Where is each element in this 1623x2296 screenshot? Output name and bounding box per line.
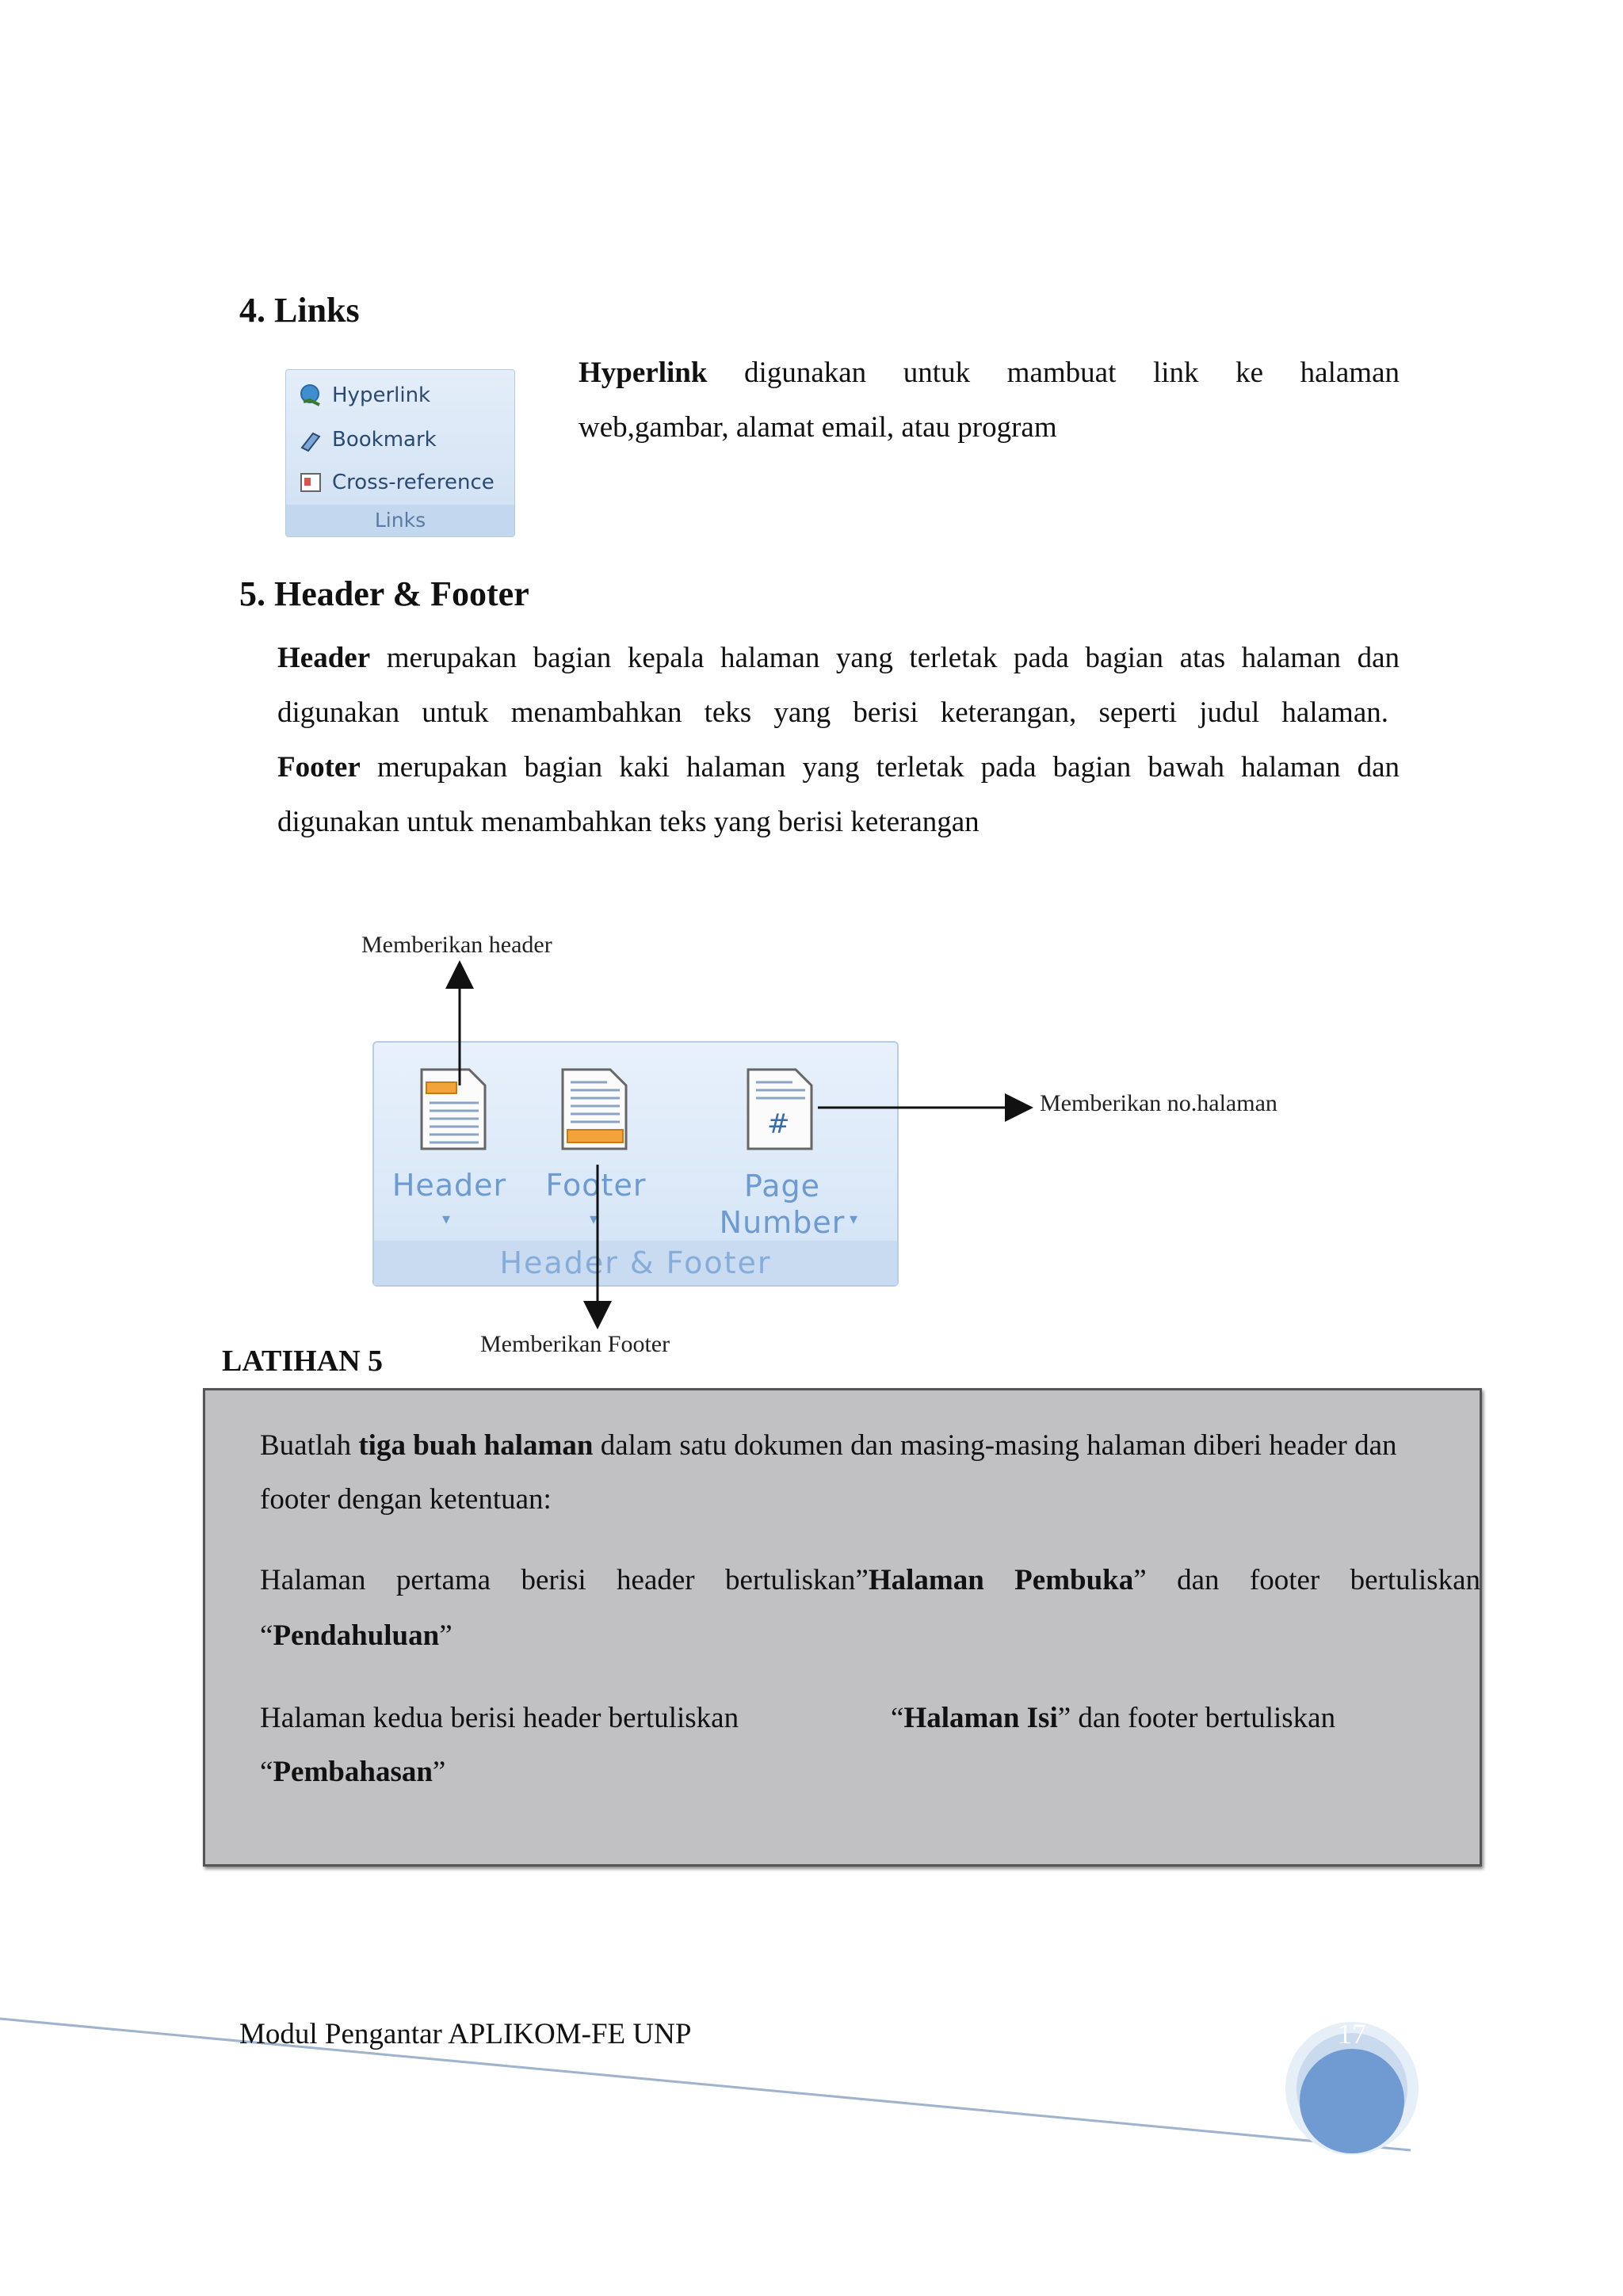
ribbon-bookmark-label: Bookmark (332, 428, 437, 452)
latihan-p3-rest (891, 1691, 1433, 1745)
hyperlink-term: Hyperlink (579, 357, 708, 389)
footer-term: Footer (277, 751, 361, 784)
latihan-p3-e: “ (260, 1756, 273, 1788)
latihan-p1-c: dalam satu dokumen dan masing-masing halaman diberi header dan (600, 1429, 1397, 1462)
annotation-header: Memberikan header (361, 932, 552, 958)
hyperlink-desc-rest: digunakan untuk mambuat link ke halaman (744, 357, 1400, 389)
latihan-p1-a: Buatlah (260, 1429, 352, 1462)
annotation-footer: Memberikan Footer (480, 1331, 670, 1357)
latihan-p2-c: ” dan footer bertuliskan (1133, 1564, 1481, 1596)
header-footer-group-caption: Header & Footer (374, 1241, 897, 1285)
latihan-p1-line1 (260, 1418, 1480, 1473)
footer-module-title: Modul Pengantar APLIKOM-FE UNP (239, 2018, 692, 2050)
ribbon-hyperlink-label: Hyperlink (332, 383, 431, 407)
page-number: 17 (1338, 2018, 1366, 2050)
latihan-p3-quote (891, 1691, 1335, 1745)
footer-dropdown-icon: ▾ (590, 1209, 598, 1228)
latihan-p1-line2: footer dengan ketentuan: (260, 1483, 552, 1516)
footer-desc-rest: merupakan bagian kaki halaman yang terletak pada bagian bawah halaman dan (376, 751, 1400, 784)
latihan-p2-f: ” (439, 1619, 453, 1652)
svg-text:#: # (767, 1108, 790, 1140)
latihan-p2-bold: Halaman Pembuka (868, 1564, 1134, 1596)
header-dropdown-icon: ▾ (442, 1209, 451, 1228)
footer-decoration (0, 1981, 1623, 2171)
header-description-line2: digunakan untuk menambahkan teks yang berisi keterangan, seperti judul halaman. (277, 696, 1388, 729)
annotation-page-number: Memberikan no.halaman (1040, 1090, 1277, 1116)
latihan-p2-bold2: Pendahuluan (273, 1619, 440, 1652)
latihan-p1-bold: tiga buah halaman (358, 1429, 594, 1462)
latihan-p3-d: ” dan footer bertuliskan (1057, 1702, 1336, 1734)
hyperlink-description-line2: web,gambar, alamat email, atau program (579, 411, 1057, 444)
latihan-p3-g: ” (432, 1756, 446, 1788)
latihan-p2-line2 (260, 1608, 453, 1663)
latihan-p3-bold2: Pembahasan (273, 1756, 433, 1788)
latihan-title: LATIHAN 5 (222, 1344, 384, 1378)
ribbon-cross-reference-label: Cross-reference (332, 471, 495, 494)
latihan-p2-d: “ (260, 1619, 273, 1652)
footer-description-line2: digunakan untuk menambahkan teks yang berisi keterangan (277, 806, 980, 838)
latihan-p3-bold: Halaman Isi (903, 1702, 1058, 1734)
header-term: Header (277, 642, 371, 674)
page-number-label-line2: Number (719, 1205, 846, 1240)
latihan-p3-line2 (260, 1745, 445, 1799)
header-desc-rest: merupakan bagian kepala halaman yang terletak pada bagian atas halaman dan (386, 642, 1400, 674)
page-number-dropdown-icon: ▾ (850, 1209, 858, 1228)
latihan-p2-a: Halaman pertama berisi header bertuliskan” (260, 1564, 869, 1596)
ribbon-header-label: Header (391, 1168, 507, 1203)
section-5-heading: 5. Header & Footer (239, 574, 529, 613)
page-number-label-line1: Page (744, 1169, 820, 1203)
latihan-p3-line1 (260, 1691, 1433, 1745)
latihan-p2-line1 (260, 1553, 1480, 1608)
latihan-p3-b: “ (891, 1702, 904, 1734)
links-group-caption: Links (286, 505, 514, 536)
ribbon-footer-label: Footer (545, 1168, 647, 1203)
latihan-p3-a: Halaman kedua berisi header bertuliskan (260, 1702, 739, 1734)
section-4-heading: 4. Links (239, 291, 360, 330)
